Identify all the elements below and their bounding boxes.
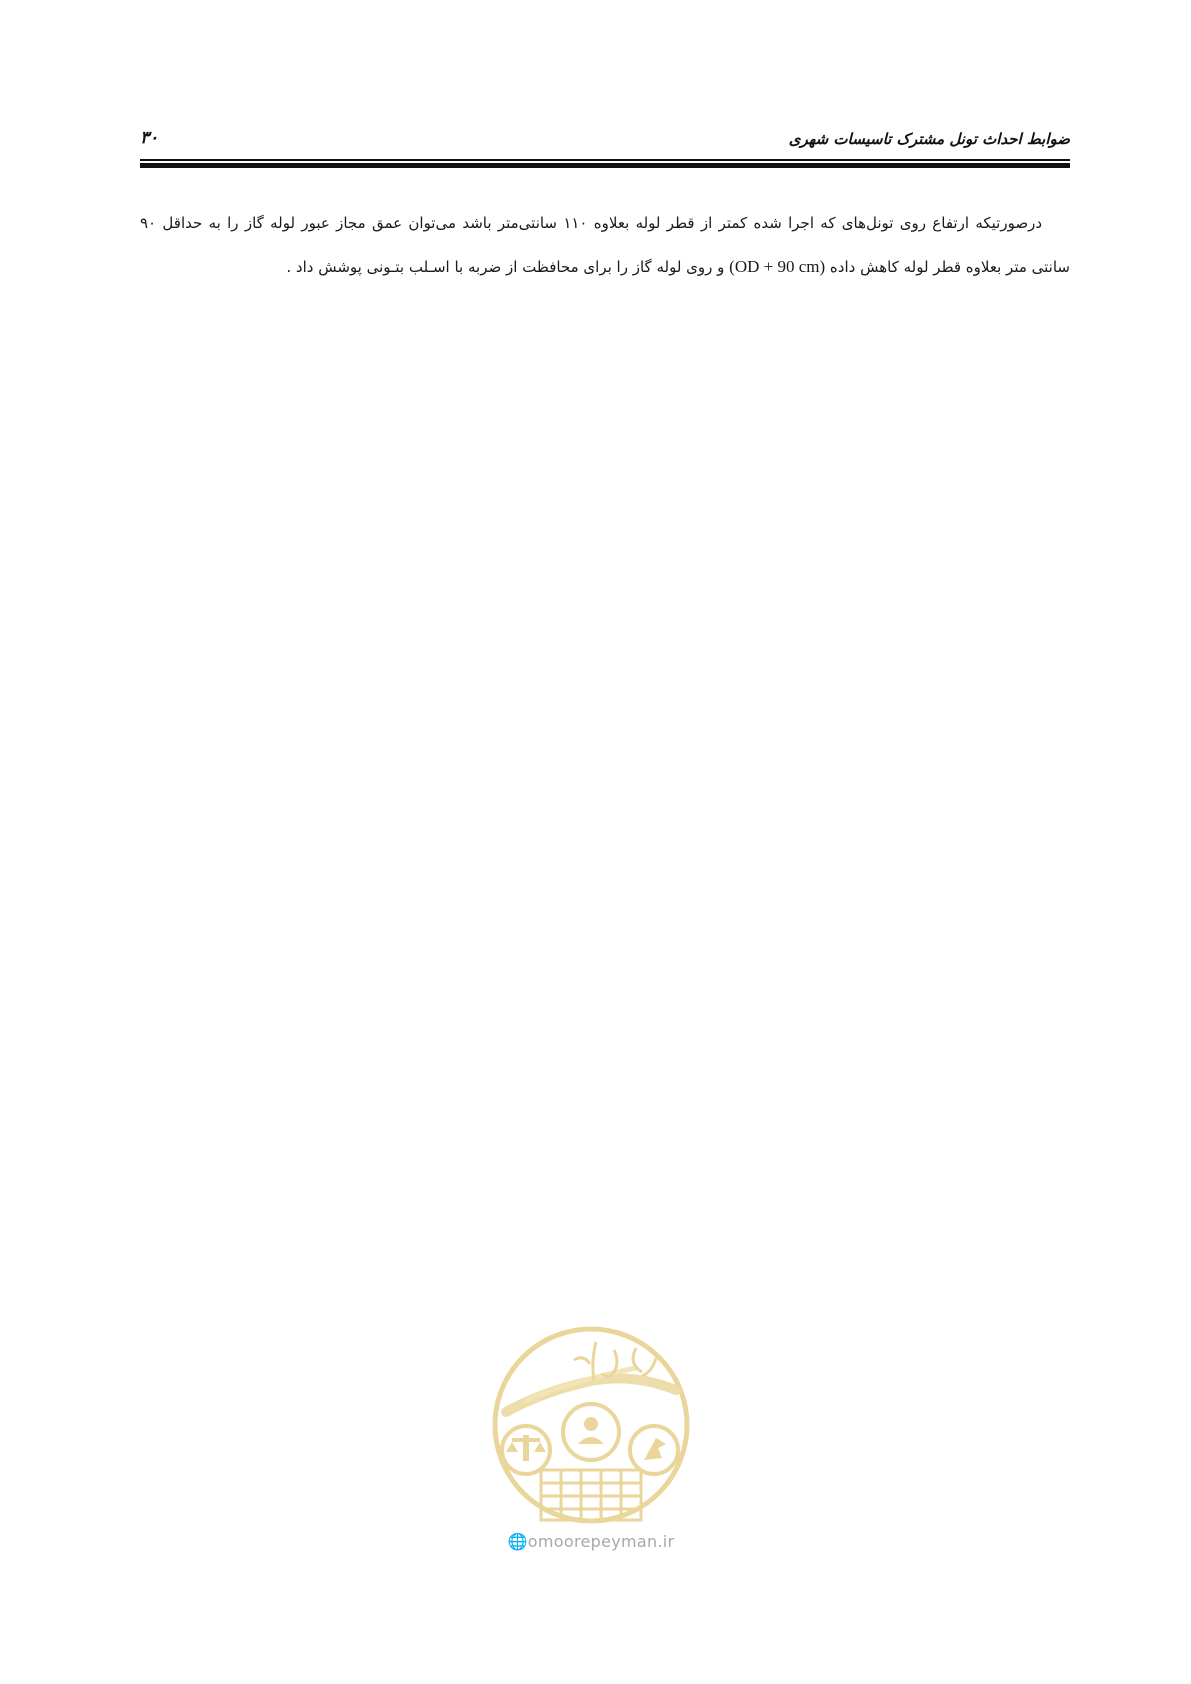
watermark-url-text: omoorepeyman.ir: [527, 1532, 675, 1551]
seal-logo-icon: [486, 1320, 696, 1530]
header-title: ضوابط احداث تونل مشترک تاسیسات شهری: [788, 130, 1070, 148]
formula-text: (OD + 90 cm): [729, 257, 826, 276]
watermark: [486, 1320, 696, 1551]
paragraph-text-part-2: و روی لوله گاز را برای محافظت از ضربه با اسـلب بتـونی پوشش داد .: [286, 258, 730, 276]
page-number: ۳۰: [140, 128, 159, 148]
page-header: [140, 128, 1070, 156]
at-sign-icon: 🌐: [507, 1532, 528, 1551]
header-rule-thick: [140, 163, 1070, 168]
body-paragraph: [140, 202, 1070, 289]
header-rule-thin: [140, 159, 1070, 161]
paragraph-text-part-1: درصورتیکه ارتفاع روی تونل‌های که اجرا شده کمتر از قطر لوله بعلاوه ۱۱۰ سانتی‌متر باشد می‌توان عمق مجاز عبور لوله گاز را به حداقل ۹۰ سانتی متر بعلاوه قطر لوله کاهش داده: [140, 214, 1070, 276]
watermark-url: [486, 1532, 696, 1551]
